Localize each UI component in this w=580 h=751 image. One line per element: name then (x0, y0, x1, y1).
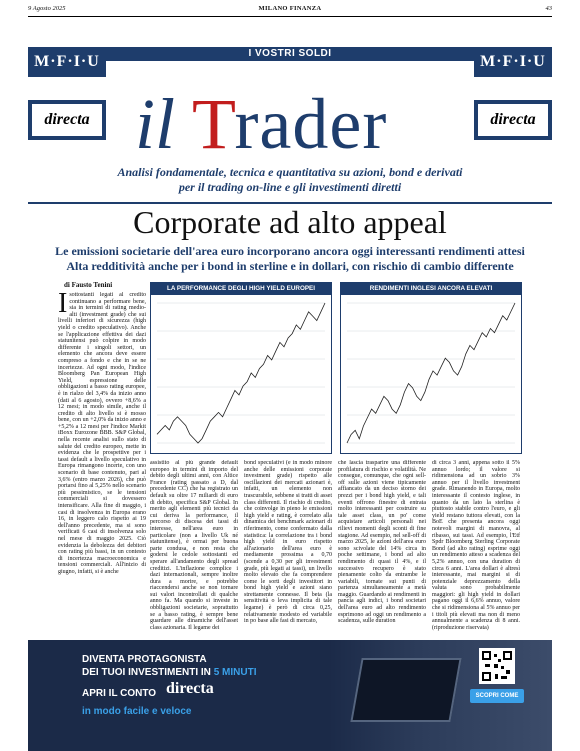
page-header (28, 4, 552, 16)
ad-directa-brand: directa (166, 680, 214, 697)
masthead-tagline (28, 165, 552, 195)
article-column-3: bond speculativi (e in modo minore anche delle emissioni corporate investment grade) rispetto alle oscillazioni dei mercati azionari è, infatti, un elemento non trascurabile, sebbene si tratti di asset class differenti. Il rischio di credito, che coinvolge in pieno le emissioni high yield e rating, è correlato alla dinamica dei benchmark azionari di riferimento, come confermato dalla statistica: la correlazione tra i bond high yield in euro rispetto all'azionario dell'area euro è mediamente prossima a 0,70 (scende a 0,30 per gli investment grade, più legati ai tassi), un livello molto elevato che fa comprendere come le sorti degli investitori in bond high yield e azioni siano strettamente connesse. Il beta (la sensitività o leva implicita di tale legame) è però di circa 0,25, relativamente modesto ed variabile in po base alle fasi di mercato, (244, 460, 332, 625)
mfiu-logo-left: M·F·I·U (28, 47, 106, 77)
section-title: I VOSTRI SOLDI (248, 48, 332, 59)
directa-label-left: directa (32, 104, 102, 136)
qr-code-icon[interactable] (479, 648, 515, 684)
article-deck (28, 244, 552, 274)
article-column-2: assistito al più grande default europeo in termini di importo del debito degli ultimi anni, con Altice France (rating passato a D, dal precedente CC) che ha registrato un default su oltre 17 miliardi di euro di debito, specifica S&P Global. In merito agli elementi più tecnici da cui deriva la performance, il percorso di discesa dei tassi di interesse, nell'area euro in particolare (non a livello Uk né statunitense), è ormai per buona parte condusa, e non resta che godersi le cedole sottostanti ed sperare all'andamento degli spread creditizi. L'inflazione complice i dazi internazionali, sempre inoltre dura a morire, e potrebbe riaccendersi anche se non tornare sui valori incontrollati di qualche anno fa. Ma quando si investe in obbligazioni societarie, soprattutto se a basso rating, è sempre bene guardare alle dinamiche dell'asset class azionaria. Il legame dei (150, 460, 238, 631)
directa-logo-left (28, 100, 106, 140)
article-column-5: di circa 3 anni, appena sotto il 5% annuo lordo; il valore si ridimensiona ad un sobrio 3% annuo per il livello investment grade. Rimanendo in Europa, molto interessante il contesto inglese, in quanto da un lato la sterlina è piuttosto stabile contro l'euro, e gli yield restano tuttora elevati, con la BoE che presenta ancora oggi notevoli margini di manovra, al ribasso, sui tassi. Ad esempio, l'Etf Spdr Bloomberg Sterling Corporate Bond (ad alto rating) esprime oggi un rendimento atteso a scadenza del 5,2% annuo, con una duration di circa 6 anni. L'area dollari è altresì interessante, mai margini si di potenziale deprezzamento della valuta sono probabilmente maggiori: gli high yield in dollari pagano oggi il 6,6% annuo, valore che si ridimensiona al 5% annuo per i titoli più elevati ma non di meno annualmente a scadenza di 8 anni. (riproduzione riservata) (432, 460, 520, 631)
byline: di Fausto Tenini (64, 281, 113, 289)
directa-label-right: directa (478, 104, 548, 136)
masthead-t: T (192, 84, 235, 164)
tagline-line-2: per il trading on-line e gli investimenti diretti (178, 180, 402, 194)
chart-high-yield-plot (151, 295, 331, 453)
newspaper-name: MILANO FINANZA (258, 5, 322, 12)
series-line (157, 303, 325, 443)
chart-high-yield (150, 282, 332, 454)
article-column-1 (58, 292, 146, 632)
column-1-text: sottostanti legati al credito continuano a performare bene, sia in termini di rating medio-alti (investment grade) che sui livelli inferiori di sicurezza (high yield o credito speculativo). Anche se l'applicazione effettiva dei dazi statunitensi può colpire in modo differente i singoli settori, un elemento che ancora deve essere compreso a fondo e che in se ne incertezze. Ad ogni modo, l'indice Bloomberg Pan European High Yield, espressione delle obbligazioni a basso rating europee, è in rialzo del 3,4% da inizio anno (dati al 6 agosto), ovvero +8,6% a 12 mesi; in modo simile, anche il credito di alto livello si è mosso bene, con un +2,0% da inizio anno e +5,2% a 12 mesi per l'indice Markit iBoxx Eurozone BBB. S&P Global, nella recente analisi sullo stato di salute del credito europeo, mette in evidenza che le prospettive per i tassi default a livello speculativo in Europa rimangono incerte, con uno scenario di base contenuto, pari al 3,6% (entro marzo 2026), che può portarsi fino al 5,25% nello scenario più pessimistico, se le tensioni commerciali si dovessero intensificare. Alla fine di maggio, i casi di insolvenza in Europa erano 16, in leggero calo rispetto ai 19 dell'anno precedente, ma si sono verificati 6 casi di insolvenza solo nel mese di maggio 2025. Ciò evidenzia la debolezza dei debitori con rating più bassi, in un contesto di incertezza macroeconomica e tensioni commerciali. All'inizio di giugno, infatti, si è anche (58, 292, 146, 575)
discover-button[interactable]: SCOPRI COME (470, 689, 524, 703)
tagline-line-1: Analisi fondamentale, tecnica e quantitativa su azioni, bond e derivati (117, 165, 463, 179)
page-number: 43 (545, 5, 552, 12)
deck-line-1: Le emissioni societarie dell'area euro incorporano ancora oggi interessanti rendimenti attesi (55, 244, 525, 258)
laptop-image (350, 658, 461, 722)
masthead-il: il (135, 84, 176, 164)
qr-code-graphic (481, 650, 513, 682)
ad-open-account: APRI IL CONTO (82, 688, 157, 699)
chart-uk-yields-title: RENDIMENTI INGLESI ANCORA ELEVATI (341, 283, 521, 295)
drop-cap: I (58, 292, 68, 319)
ad-line-1: DIVENTA PROTAGONISTA (82, 654, 207, 665)
ad-line-2 (82, 666, 256, 679)
ad-headline (82, 653, 256, 679)
series-line (347, 303, 515, 443)
issue-date: 9 Agosto 2025 (28, 5, 66, 12)
directa-logo-right (474, 100, 552, 140)
masthead-trader (192, 84, 387, 164)
deck-line-2: Alta redditività anche per i bond in sterline e in dollari, con rischio di cambio differente (66, 259, 514, 273)
ad-line-2b: 5 MINUTI (213, 667, 257, 678)
article-title: Corporate ad alto appeal (133, 204, 447, 240)
directa-advertisement[interactable] (28, 640, 552, 751)
header-rule (28, 16, 552, 17)
mfiu-logo-right: M·F·I·U (474, 47, 552, 77)
article-column-4: che lascia trasparire una differente profilatura di rischio e volatilità. Ne consegue, comunque, che ogni sell-off sulle azioni viene tipicamente affiancato da un deciso storno dei prezzi per i bond high yield, e tali eventi offrono finestre di entrata molto interessanti per costruire su tale asset class, un po' come acquistare articoli personali nei rilievi momenti degli sconti di fine stagione. Ad esempio, nel sell-off di marzo 2025, le azioni dell'area euro sono scivolate del 14% circa in poche settimane, i bond ad alto rendimento di quasi il 4%, e il successivo recupero è stato pienamente colto da entrambe le variabili, tornate sui punti di partenza simultaneamente a metà maggio. Guardando ai rendimenti in pancia agli indici, i bond societari dell'area euro ad alto rendimento esprimono ad oggi un rendimento a scadenza, sulle duration (338, 460, 426, 625)
ad-line-2a: DEI TUOI INVESTIMENTI IN (82, 667, 214, 678)
ad-tagline: in modo facile e veloce (82, 706, 192, 717)
masthead-rader: rader (234, 84, 388, 164)
chart-uk-yields (340, 282, 522, 454)
chart-high-yield-title: LA PERFORMANCE DEGLI HIGH YIELD EUROPEI (151, 283, 331, 295)
chart-uk-yields-plot (341, 295, 521, 453)
